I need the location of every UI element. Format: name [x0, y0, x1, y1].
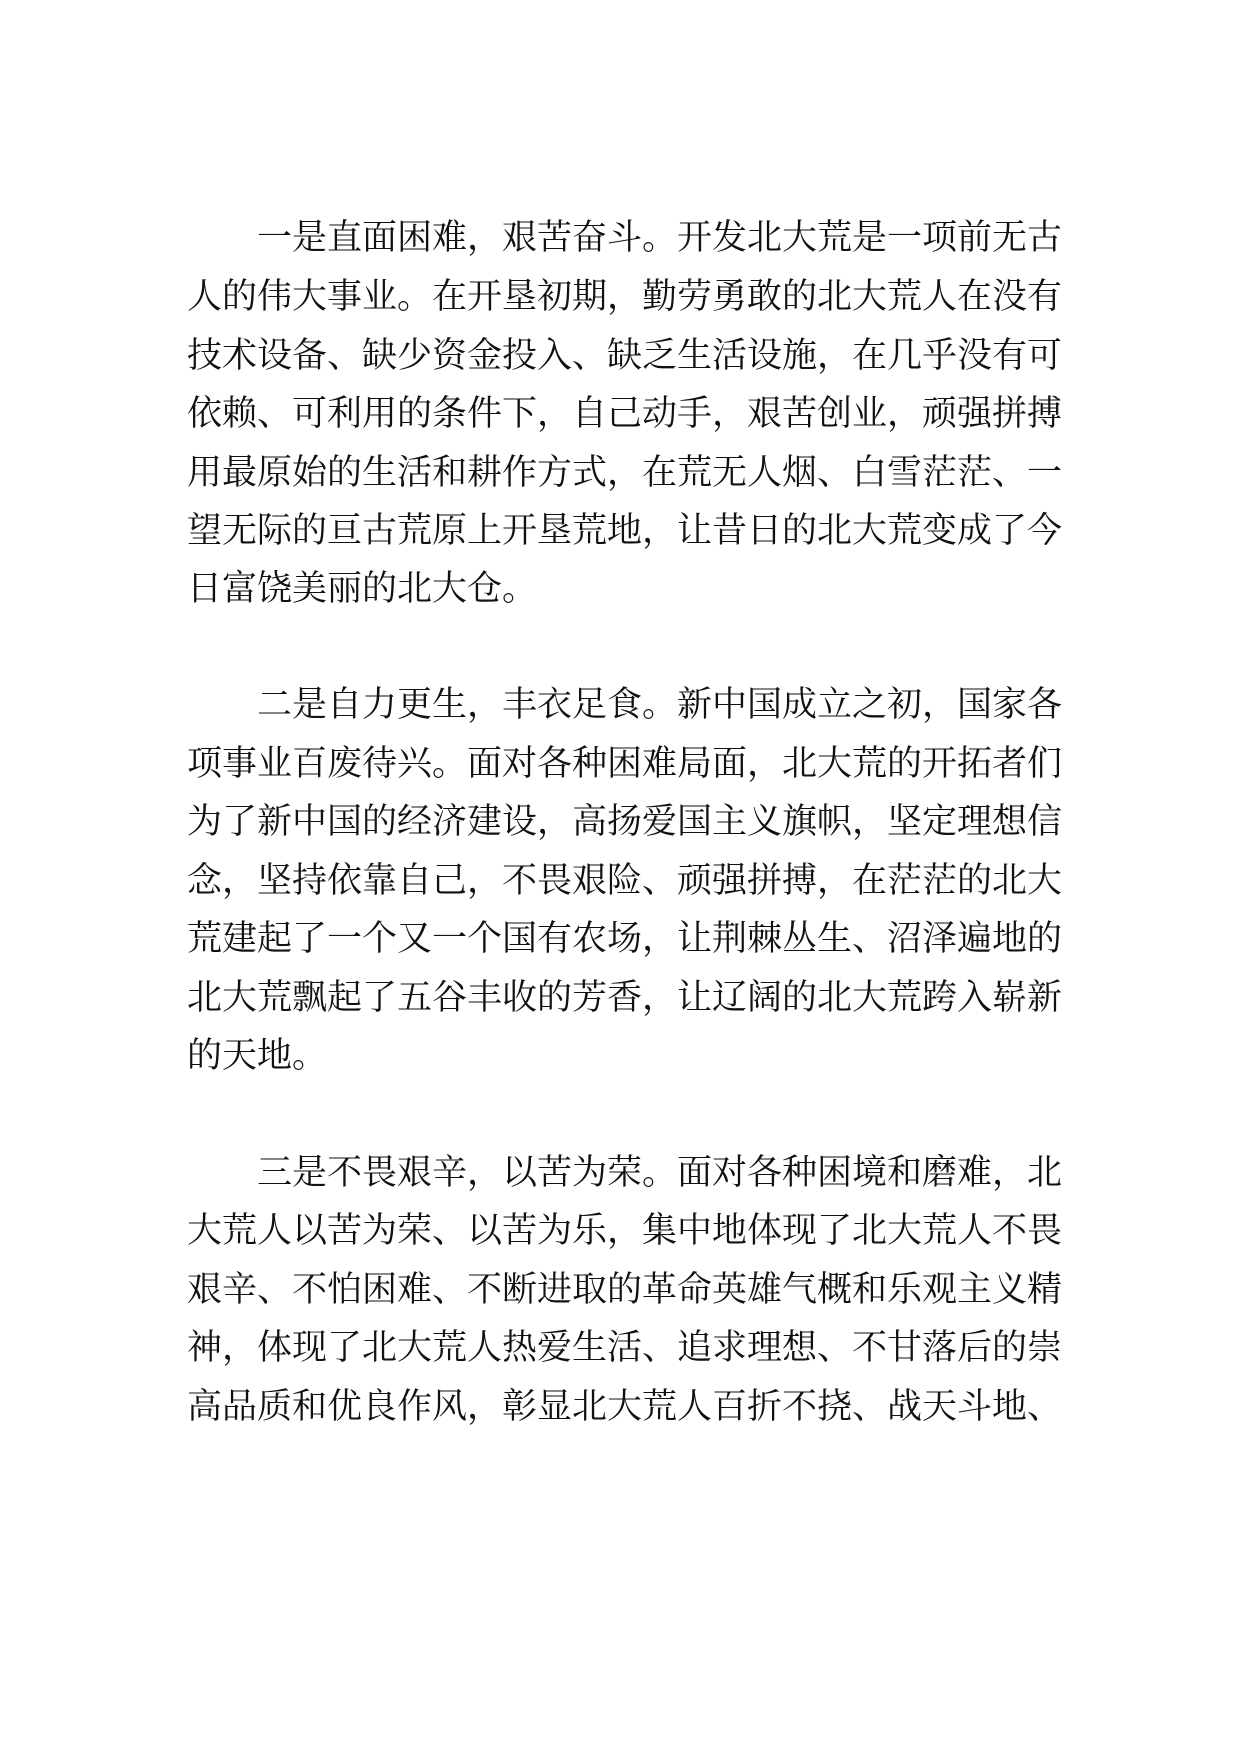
paragraph-line: 技术设备、缺少资金投入、缺乏生活设施，在几乎没有可 — [187, 336, 1063, 376]
paragraph-line: 的天地。 — [187, 1036, 328, 1076]
paragraph-line: 日富饶美丽的北大仓。 — [187, 569, 538, 609]
paragraph-line: 一是直面困难，艰苦奋斗。开发北大荒是一项前无古 — [257, 218, 1063, 258]
paragraph-line: 高品质和优良作风，彰显北大荒人百折不挠、战天斗地、 — [187, 1387, 1063, 1427]
paragraph-line: 二是自力更生，丰衣足食。新中国成立之初，国家各 — [257, 685, 1063, 725]
paragraph-line: 依赖、可利用的条件下，自己动手，艰苦创业，顽强拼搏 — [187, 394, 1063, 434]
paragraph-line: 北大荒飘起了五谷丰收的芳香，让辽阔的北大荒跨入崭新 — [187, 978, 1063, 1018]
paragraph-line: 大荒人以苦为荣、以苦为乐，集中地体现了北大荒人不畏 — [187, 1211, 1063, 1251]
paragraph-line: 用最原始的生活和耕作方式，在荒无人烟、白雪茫茫、一 — [187, 453, 1063, 493]
paragraph-line: 望无际的亘古荒原上开垦荒地，让昔日的北大荒变成了今 — [187, 511, 1063, 551]
paragraph-line: 为了新中国的经济建设，高扬爱国主义旗帜，坚定理想信 — [187, 802, 1063, 842]
paragraph-line: 神，体现了北大荒人热爱生活、追求理想、不甘落后的崇 — [187, 1328, 1063, 1368]
paragraph-line: 荒建起了一个又一个国有农场，让荆棘丛生、沼泽遍地的 — [187, 919, 1063, 959]
paragraph-line: 项事业百废待兴。面对各种困难局面，北大荒的开拓者们 — [187, 744, 1063, 784]
paragraph-line: 念，坚持依靠自己，不畏艰险、顽强拼搏，在茫茫的北大 — [187, 861, 1063, 901]
paragraph-line: 人的伟大事业。在开垦初期，勤劳勇敢的北大荒人在没有 — [187, 277, 1063, 317]
paragraph-line: 艰辛、不怕困难、不断进取的革命英雄气概和乐观主义精 — [187, 1270, 1063, 1310]
paragraph-line: 三是不畏艰辛，以苦为荣。面对各种困境和磨难，北 — [257, 1153, 1063, 1193]
